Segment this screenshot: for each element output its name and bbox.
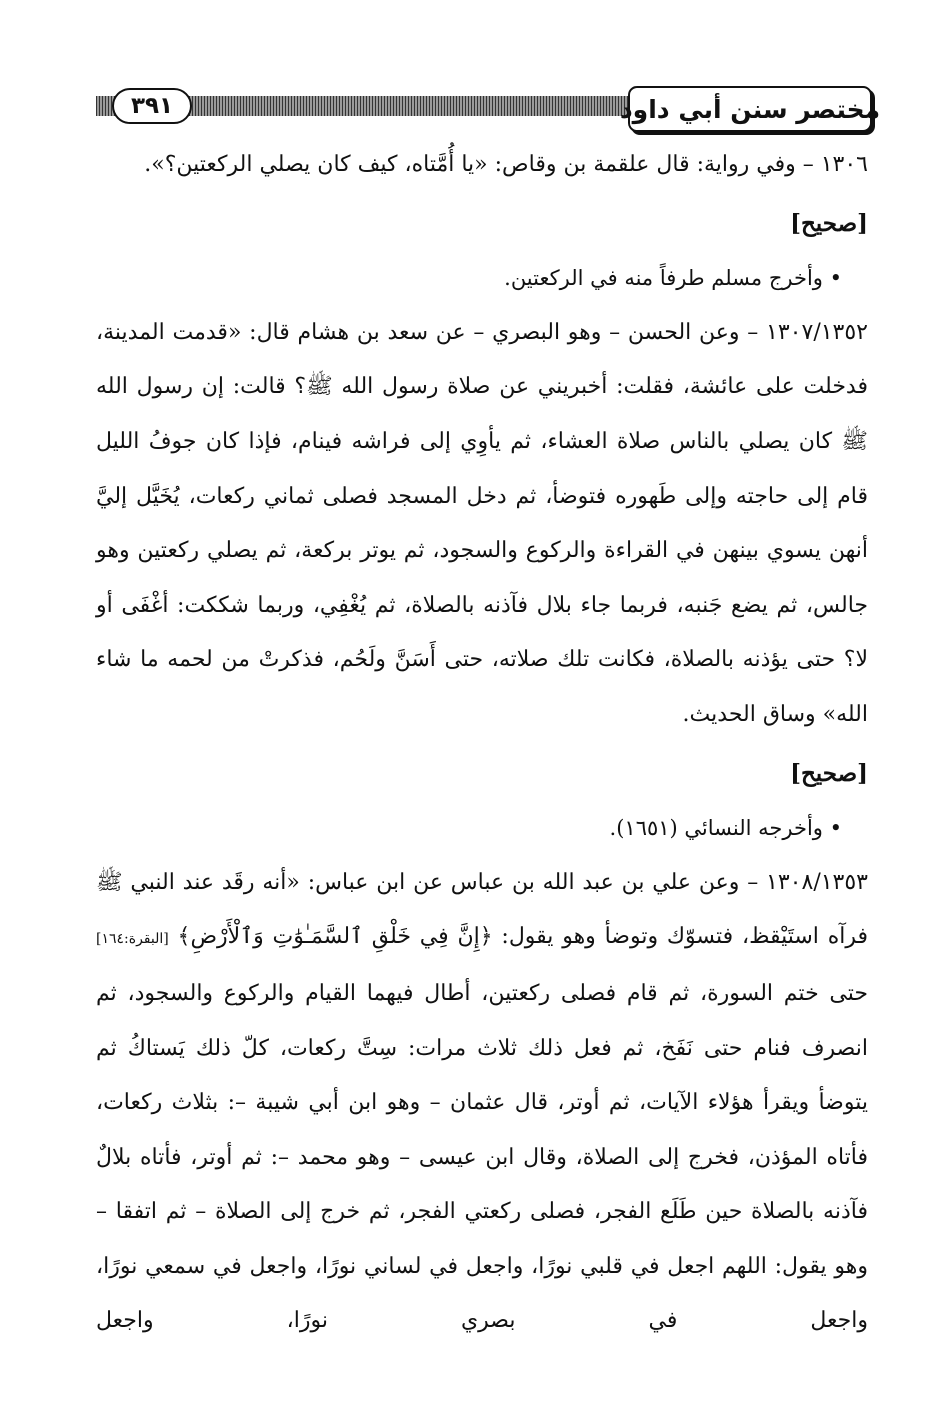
page-header (96, 86, 881, 136)
grade-label: [صحيح] (790, 759, 868, 787)
hadith-1306: ١٣٠٦ – وفي رواية: قال علقمة بن وقاص: «يا أُمَّتاه، كيف كان يصلي الركعتين؟». (144, 152, 868, 177)
page-body (96, 138, 868, 1349)
hadith-1308-text: ١٣٠٨/١٣٥٣ – وعن علي بن عبد الله بن عباس عن ابن عباس: «أنه رقَد عند النبي ﷺ فرآه استَيْقظ، فتسوّك وتوضأ وهو يقول: ﴿إِنَّ فِي خَلْقِ ٱلسَّمَـٰوَٰتِ وَٱلْأَرْضِ﴾ (96, 869, 869, 950)
hadith-1308 (96, 856, 868, 1349)
quran-reference: [البقرة:١٦٤] (96, 931, 169, 948)
page-number-badge (112, 88, 192, 124)
takhrij-note: • وأخرجه النسائي (١٦٥١). (609, 816, 842, 841)
book-title: مختصر سنن أبي داود (619, 94, 881, 124)
hadith-1308-text-continued: حتى ختم السورة، ثم قام فصلى ركعتين، أطال فيهما القيام والركوع والسجود، ثم انصرف فنام حتى نَفَخ، ثم فعل ذلك ثلاث مرات: سِتَّ ركعات، كلّ ذلك يَستاكُ ثم يتوضأ ويقرأ هؤلاء الآيات، ثم أوتر، قال عثمان – وهو ابن أبي شيبة –: بثلاث ركعات، فأتاه المؤذن، فخرج إلى الصلاة، وقال ابن عيسى – وهو محمد –: ثم أوتر، فأتاه بلالٌ فآذنه بالصلاة حين طَلَع الفجر، فصلى ركعتي الفجر، ثم خرج إلى الصلاة – ثم اتفقا – وهو يقول: اللهم اجعل في قلبي نورًا، واجعل في لساني نورًا، واجعل في سمعي نورًا، واجعل في بصري نورًا، واجعل (96, 980, 868, 1334)
grade-label: [صحيح] (790, 209, 868, 237)
page-number: ٣٩١ (130, 93, 174, 119)
hadith-1307: ١٣٠٧/١٣٥٢ – وعن الحسن – وهو البصري – عن سعد بن هشام قال: «قدمت المدينة، فدخلت على عائشة، فقلت: أخبريني عن صلاة رسول الله ﷺ؟ قالت: إن رسول الله ﷺ كان يصلي بالناس صلاة العشاء، ثم يأوِي إلى فراشه فينام، فإذا كان جوفُ الليل قام إلى حاجته وإلى طَهوره فتوضأ، ثم دخل المسجد فصلى ثماني ركعات، يُخَيَّل إليَّ أنهن يسوي بينهن في القراءة والركوع والسجود، ثم يوتر بركعة، ثم يصلي ركعتين وهو جالس، ثم يضع جَنبه، فربما جاء بلال فآذنه بالصلاة، ثم يُغْفِي، وربما شككت: أغْفَى أو لا؟ حتى يؤذنه بالصلاة، فكانت تلك صلاته، حتى أَسَنَّ ولَحُم، فذكرتْ من لحمه ما شاء الله» وساق الحديث. (96, 319, 868, 727)
book-title-badge (619, 86, 881, 132)
takhrij-note: • وأخرج مسلم طرفاً منه في الركعتين. (504, 266, 842, 291)
